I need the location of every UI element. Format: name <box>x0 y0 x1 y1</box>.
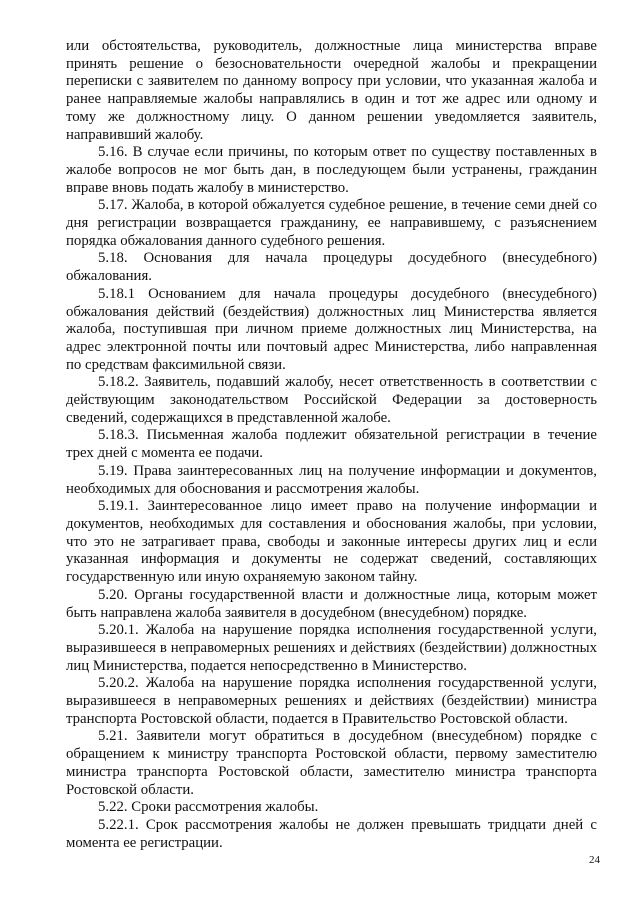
paragraph-5-20: 5.20. Органы государственной власти и должностные лица, которым может быть направлена жалоба заявителя в досудебном (внесудебном) порядке. <box>66 586 597 621</box>
paragraph-5-21: 5.21. Заявители могут обратиться в досудебном (внесудебном) порядке с обращением к министру транспорта Ростовской области, первому заместителю министра транспорта Ростовской области, заместителю министра транспорта Ростовской области. <box>66 728 597 798</box>
paragraph-continuation: или обстоятельства, руководитель, должностные лица министерства вправе принять решение о безосновательности очередной жалобы и прекращении переписки с заявителем по данному вопросу при условии, что указанная жалоба и ранее направляемые жалобы направлялись в один и тот же адрес или одному и тому же должностному лицу. О данном решении уведомляется заявитель, направивший жалобу. <box>66 38 597 143</box>
paragraph-5-19-1: 5.19.1. Заинтересованное лицо имеет право на получение информации и документов, необходимых для составления и обоснования жалобы, при условии, что это не затрагивает права, свободы и законные интересы других лиц и если указанная информация и документы не содержат сведений, составляющих государственную или иную охраняемую законом тайну. <box>66 498 597 586</box>
paragraph-5-19: 5.19. Права заинтересованных лиц на получение информации и документов, необходимых для обоснования и рассмотрения жалобы. <box>66 462 597 497</box>
page-number: 24 <box>589 854 600 866</box>
paragraph-5-18-1: 5.18.1 Основанием для начала процедуры досудебного (внесудебного) обжалования действий (бездействия) должностных лиц Министерства является жалоба, поступившая при личном приеме должностных лиц Министерства, на адрес электронной почты или почтовый адрес Министерства, либо направленная по средствам факсимильной связи. <box>66 285 597 373</box>
paragraph-5-17: 5.17. Жалоба, в которой обжалуется судебное решение, в течение семи дней со дня регистрации возвращается гражданину, ее направившему, с разъяснением порядка обжалования данного судебного решения. <box>66 197 597 249</box>
document-body <box>66 38 597 852</box>
paragraph-5-18-3: 5.18.3. Письменная жалоба подлежит обязательной регистрации в течение трех дней с момента ее подачи. <box>66 427 597 462</box>
paragraph-5-20-2: 5.20.2. Жалоба на нарушение порядка исполнения государственной услуги, выразившееся в неправомерных решениях и действиях (бездействии) министра транспорта Ростовской области, подается в Правительство Ростовской области. <box>66 675 597 727</box>
paragraph-5-20-1: 5.20.1. Жалоба на нарушение порядка исполнения государственной услуги, выразившееся в неправомерных решениях и действиях (бездействии) должностных лиц Министерства, подается непосредственно в Министерство. <box>66 622 597 674</box>
paragraph-5-16: 5.16. В случае если причины, по которым ответ по существу поставленных в жалобе вопросов не мог быть дан, в последующем были устранены, гражданин вправе вновь подать жалобу в министерство. <box>66 144 597 196</box>
paragraph-5-22: 5.22. Сроки рассмотрения жалобы. <box>98 799 319 816</box>
paragraph-5-18-2: 5.18.2. Заявитель, подавший жалобу, несет ответственность в соответствии с действующим законодательством Российской Федерации за достоверность сведений, содержащихся в представленной жалобе. <box>66 374 597 426</box>
paragraph-5-22-1: 5.22.1. Срок рассмотрения жалобы не должен превышать тридцати дней с момента ее регистрации. <box>66 816 597 851</box>
paragraph-5-18: 5.18. Основания для начала процедуры досудебного (внесудебного) обжалования. <box>66 250 597 285</box>
